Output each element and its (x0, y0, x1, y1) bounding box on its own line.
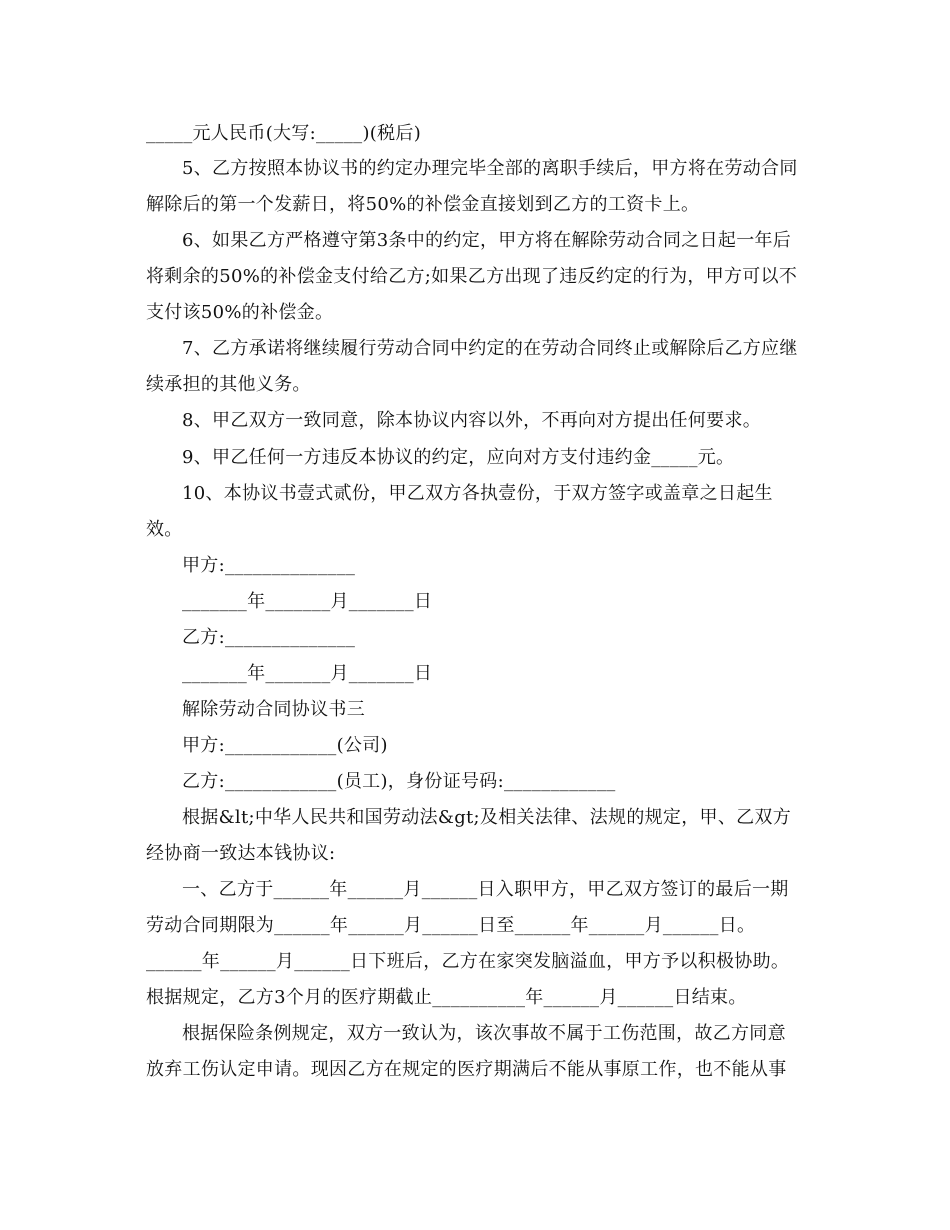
text-line: 效。 (146, 519, 183, 540)
text-line: 劳动合同期限为______年______月______日至______年______月______日。 (146, 915, 756, 936)
text-line: 9、甲乙任何一方违反本协议的约定，应向对方支付违约金_____元。 (182, 447, 735, 468)
signature-line-party-b: 乙方:______________ (182, 627, 356, 648)
section-title: 解除劳动合同协议书三 (182, 699, 365, 720)
text-line: _____元人民币(大写:_____)(税后) (146, 123, 422, 144)
date-line: _______年_______月_______日 (182, 663, 433, 684)
party-b-line: 乙方:____________(员工)，身份证号码:____________ (182, 771, 616, 792)
text-line: 6、如果乙方严格遵守第3条中的约定，甲方将在解除劳动合同之日起一年后 (182, 230, 792, 251)
text-line: 解除后的第一个发薪日，将50%的补偿金直接划到乙方的工资卡上。 (146, 194, 700, 215)
text-line: 根据规定，乙方3个月的医疗期截止__________年______月______日结束。 (146, 987, 747, 1008)
text-line: 7、乙方承诺将继续履行劳动合同中约定的在劳动合同终止或解除后乙方应继 (182, 338, 798, 359)
date-line: _______年_______月_______日 (182, 591, 433, 612)
text-line: 根据&lt;中华人民共和国劳动法&gt;及相关法律、法规的规定，甲、乙双方 (182, 807, 792, 828)
text-line: 5、乙方按照本协议书的约定办理完毕全部的离职手续后，甲方将在劳动合同 (182, 158, 798, 179)
party-a-line: 甲方:____________(公司) (182, 735, 388, 756)
text-line: 放弃工伤认定申请。现因乙方在规定的医疗期满后不能从事原工作，也不能从事 (146, 1059, 787, 1080)
text-line: 续承担的其他义务。 (146, 374, 311, 395)
text-line: 10、本协议书壹式贰份，甲乙双方各执壹份，于双方签字或盖章之日起生 (182, 483, 773, 504)
text-line: 支付该50%的补偿金。 (146, 302, 334, 323)
text-line: 8、甲乙双方一致同意，除本协议内容以外，不再向对方提出任何要求。 (182, 410, 762, 431)
text-line: ______年______月______日下班后，乙方在家突发脑溢血，甲方予以积极协助。 (146, 951, 790, 972)
text-line: 根据保险条例规定，双方一致认为，该次事故不属于工伤范围，故乙方同意 (182, 1023, 786, 1044)
signature-line-party-a: 甲方:______________ (182, 555, 356, 576)
text-line: 经协商一致达本钱协议: (146, 843, 336, 864)
text-line: 将剩余的50%的补偿金支付给乙方;如果乙方出现了违反约定的行为，甲方可以不 (146, 266, 798, 287)
text-line: 一、乙方于______年______月______日入职甲方，甲乙双方签订的最后一期 (182, 879, 789, 900)
